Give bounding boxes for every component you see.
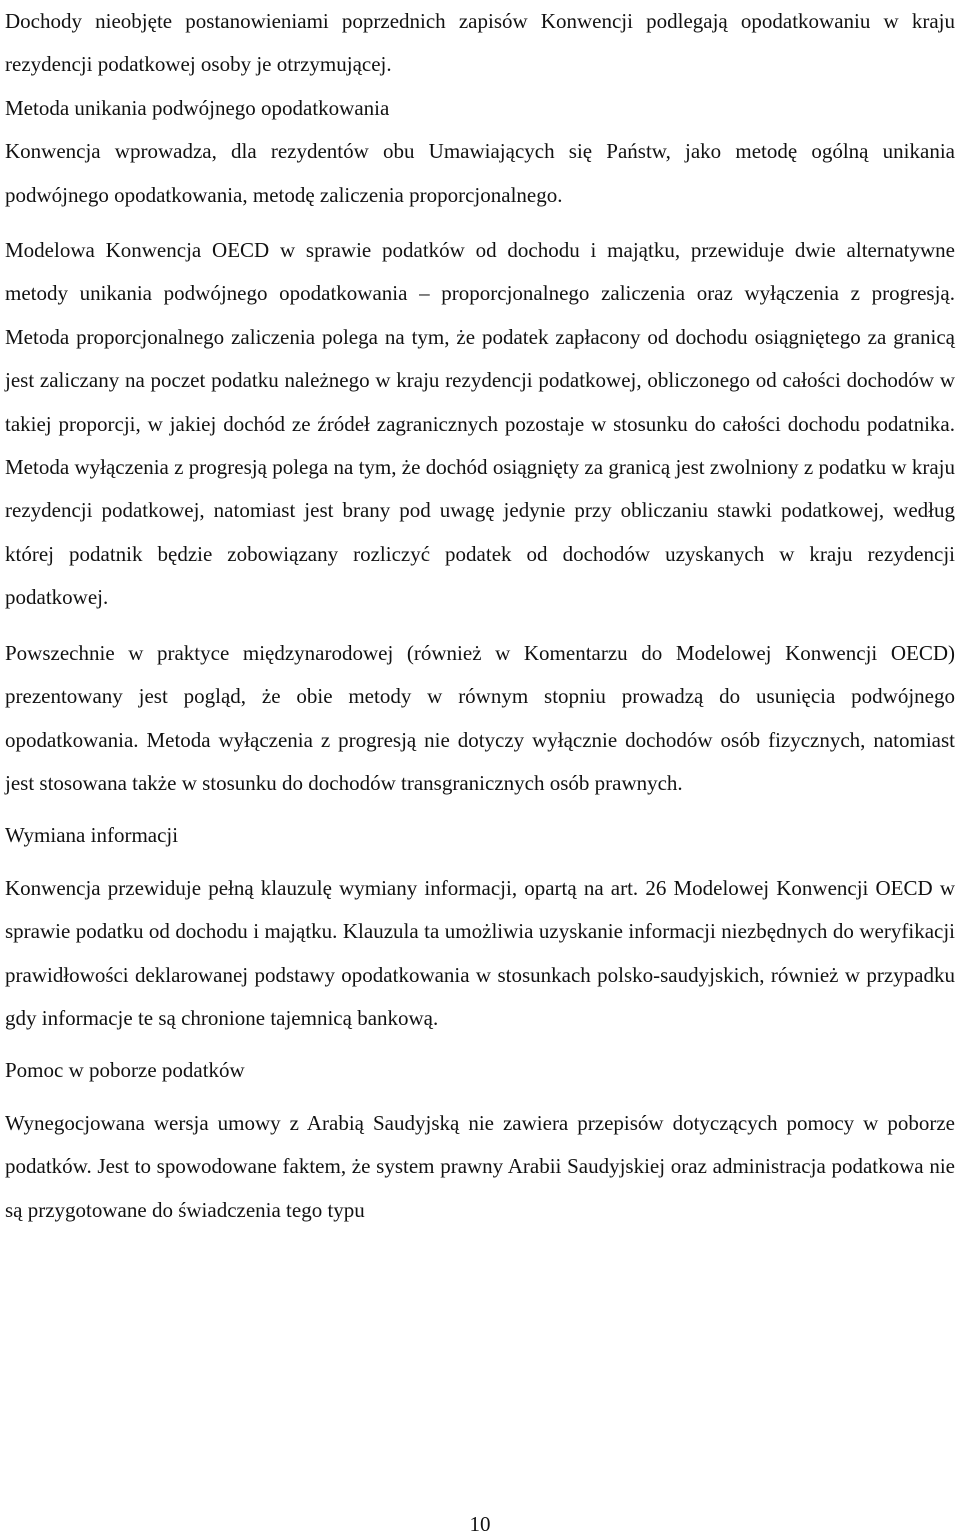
- paragraph-convention-method: Konwencja wprowadza, dla rezydentów obu Umawiających się Państw, jako metodę ogólną unikania podwójnego opodatkowania, metodę zaliczenia proporcjonalnego.: [5, 139, 955, 207]
- paragraph-tax-collection-assistance: Wynegocjowana wersja umowy z Arabią Saudyjską nie zawiera przepisów dotyczących pomocy w poborze podatków. Jest to spowodowane faktem, że system prawny Arabii Saudyjskiej oraz administracja podatkowa nie są przygotowane do świadczenia tego typu: [5, 1110, 955, 1222]
- paragraph-oecd-methods: Modelowa Konwencja OECD w sprawie podatków od dochodu i majątku, przewiduje dwie alternatywne metody unikania podwójnego opodatkowania – proporcjonalnego zaliczenia oraz wyłączenia z progresją. Metoda proporcjonalnego zaliczenia polega na tym, że podatek zapłacony od dochodu osiągniętego za granicą jest zaliczany na poczet podatku należnego w kraju rezydencji podatkowej, obliczonego od całości dochodów w takiej proporcji, w jakiej dochód ze źródeł zagranicznych pozostaje w stosunku do całości dochodu podatnika. Metoda wyłączenia z progresją polega na tym, że dochód osiągnięty za granicą jest zwolniony z podatku w kraju rezydencji podatkowej, natomiast jest brany pod uwagę jedynie przy obliczaniu stawki podatkowej, według której podatnik będzie zobowiązany rozliczyć podatek od dochodów uzyskanych w kraju rezydencji podatkowej.: [5, 238, 955, 610]
- document-page: [5, 0, 955, 1232]
- paragraph-other-income: Dochody nieobjęte postanowieniami poprzednich zapisów Konwencji podlegają opodatkowaniu w kraju rezydencji podatkowej osoby je otrzymującej.: [5, 9, 955, 77]
- page-number: 10: [469, 1512, 491, 1536]
- paragraph-international-practice: Powszechnie w praktyce międzynarodowej (również w Komentarzu do Modelowej Konwencji OECD) prezentowany jest pogląd, że obie metody w równym stopniu prowadzą do usunięcia podwójnego opodatkowania. Metoda wyłączenia z progresją nie dotyczy wyłącznie dochodów osób fizycznych, natomiast jest stosowana także w stosunku do dochodów transgranicznych osób prawnych.: [5, 640, 955, 795]
- heading-tax-collection-assistance: Pomoc w poborze podatków: [5, 1058, 245, 1083]
- heading-double-taxation-method: Metoda unikania podwójnego opodatkowania: [5, 95, 390, 120]
- paragraph-information-exchange: Konwencja przewiduje pełną klauzulę wymiany informacji, opartą na art. 26 Modelowej Konwencji OECD w sprawie podatku od dochodu i majątku. Klauzula ta umożliwia uzyskanie informacji niezbędnych do weryfikacji prawidłowości deklarowanej podstawy opodatkowania w stosunkach polsko-saudyjskich, również w przypadku gdy informacje te są chronione tajemnicą bankową.: [5, 875, 955, 1030]
- heading-information-exchange: Wymiana informacji: [5, 823, 179, 848]
